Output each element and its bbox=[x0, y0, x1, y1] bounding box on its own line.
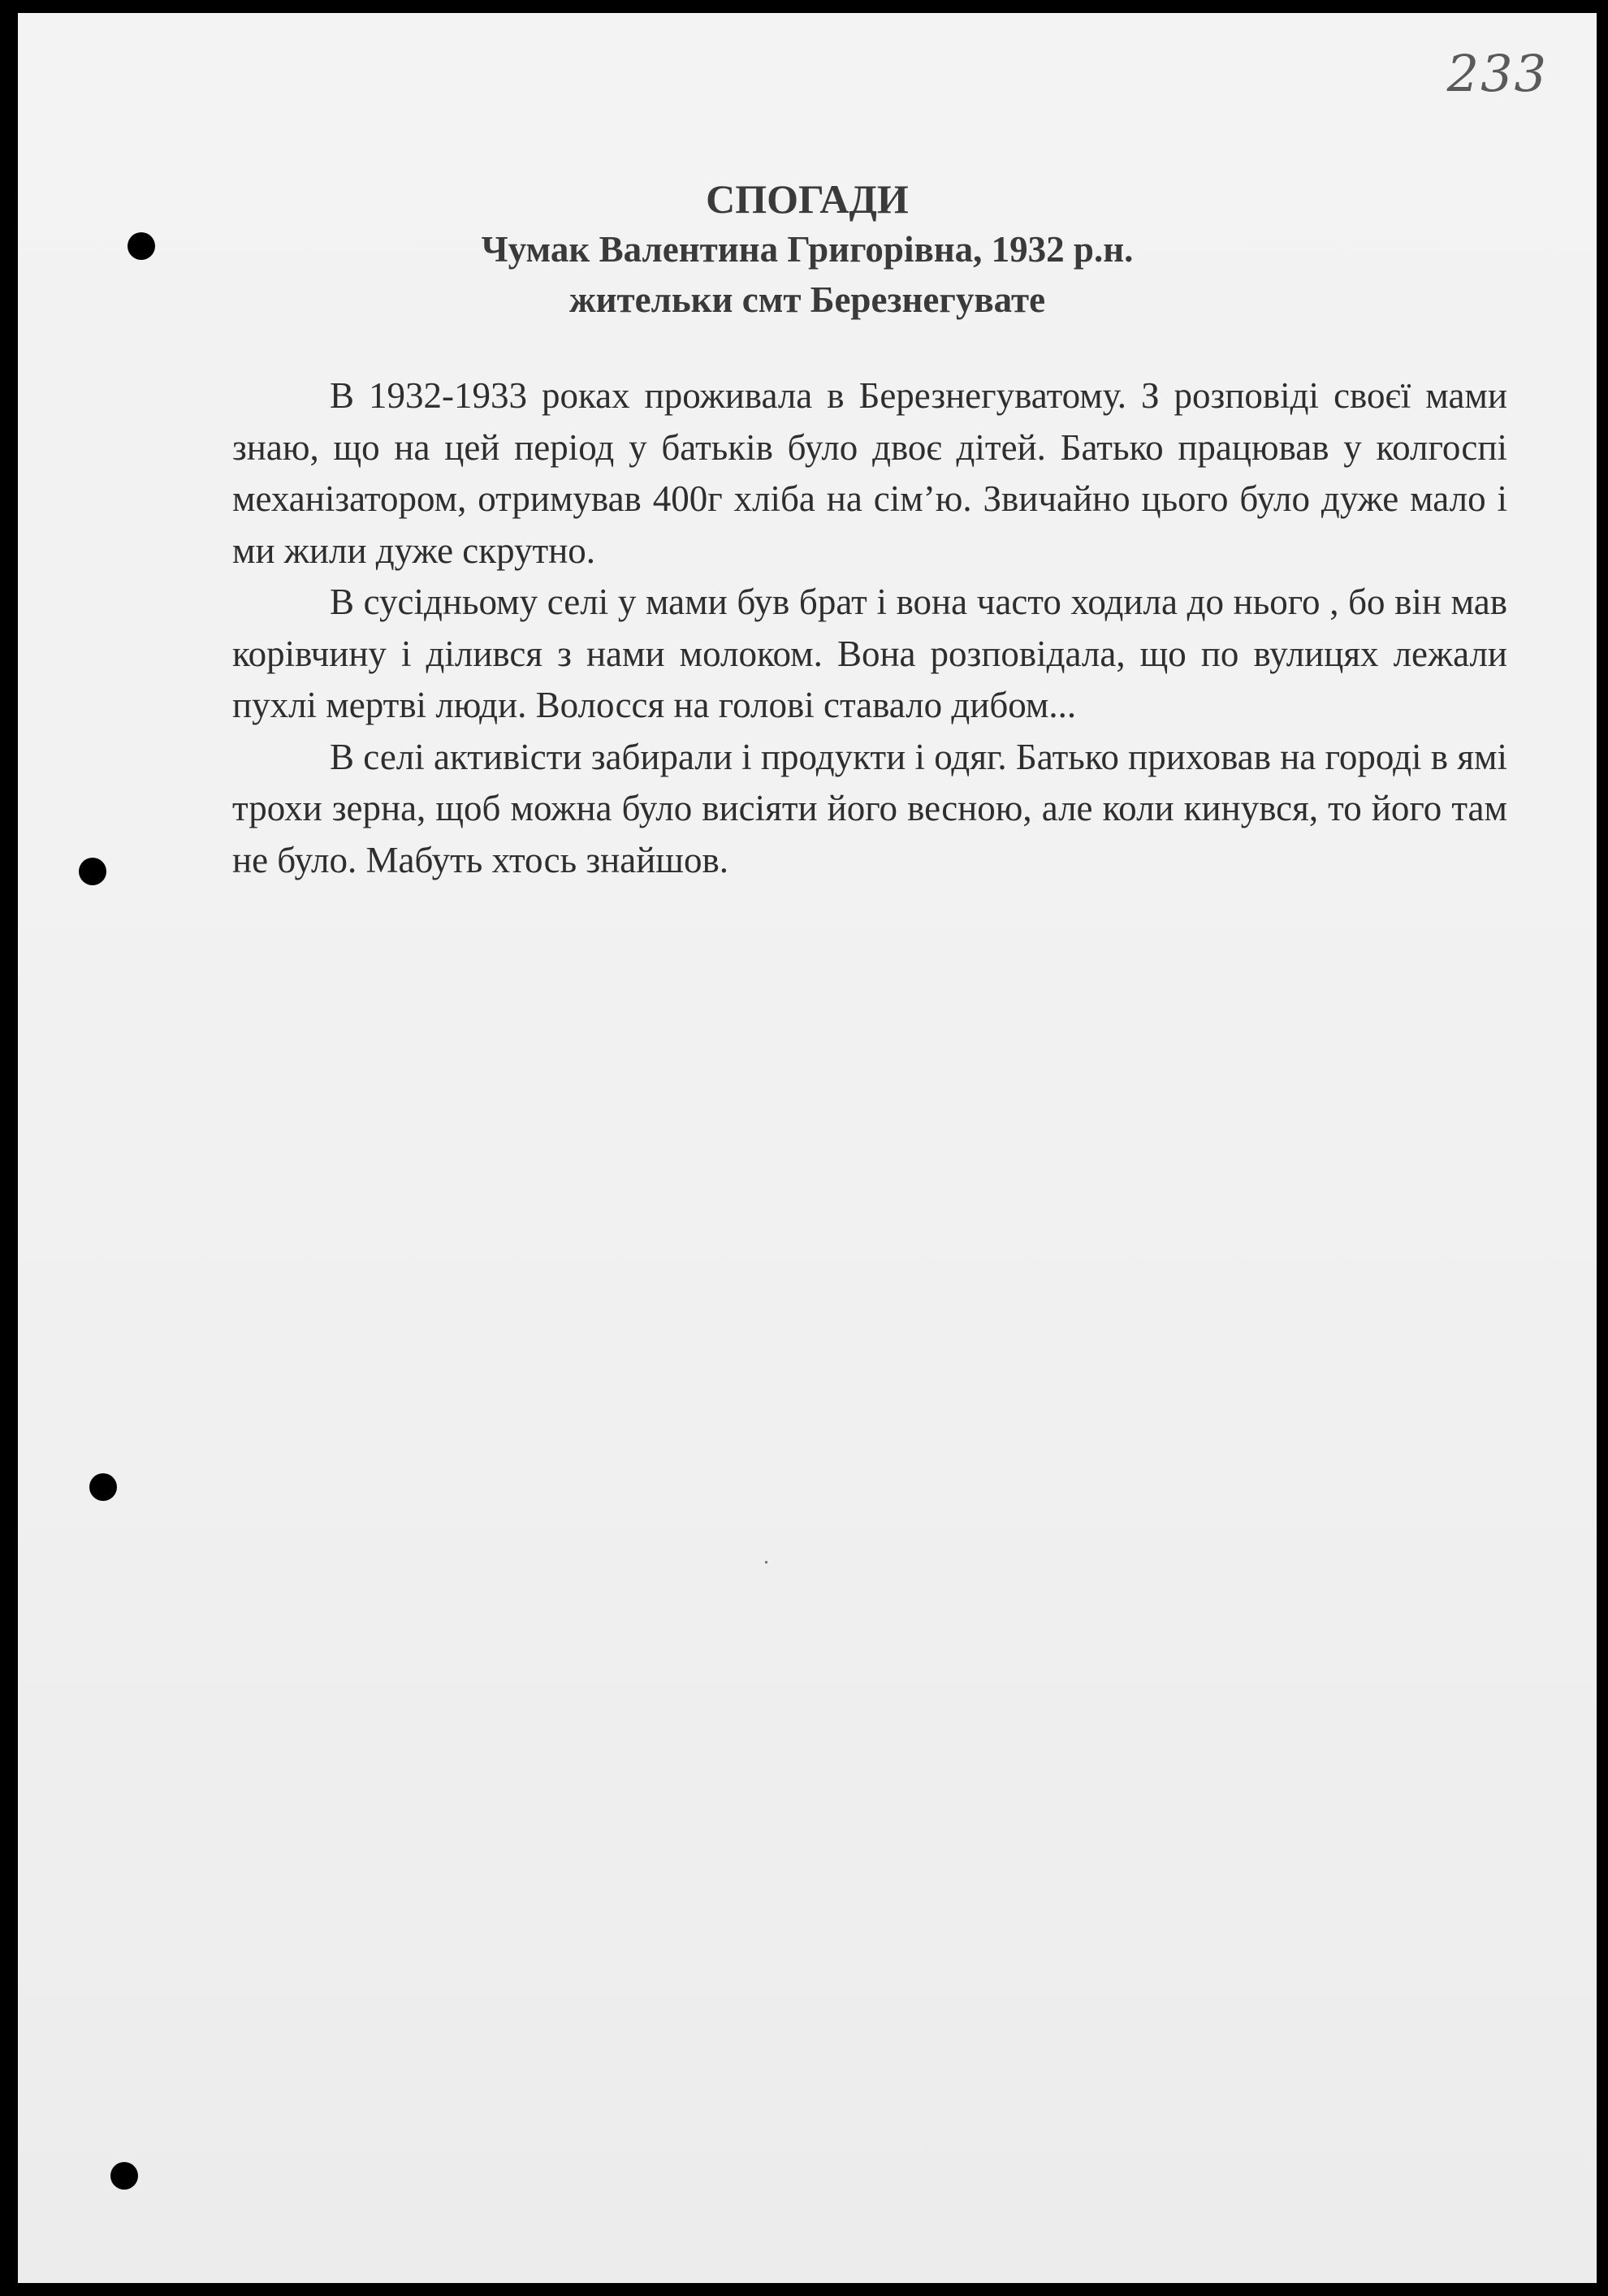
punch-hole-3 bbox=[89, 1473, 117, 1501]
paragraph-2: В сусідньому селі у мами був брат і вона часто ходила до нього , бо він мав корівчину і ділився з нами молоком. Вона розповідала, що по вулицях лежали пухлі мертві люди. Волосся на голові ставало дибом... bbox=[232, 582, 1507, 725]
document-title: СПОГАДИ bbox=[706, 176, 909, 222]
paragraph-3: В селі активісти забирали і продукти і одяг. Батько приховав на городі в ямі трохи зерна, щоб можна було висіяти його весною, але коли кинувся, то його там не було. Мабуть хтось знайшов. bbox=[232, 736, 1507, 880]
handwritten-page-number: 233 bbox=[1446, 44, 1548, 103]
punch-hole-4 bbox=[110, 2162, 138, 2190]
residence-line: жительки смт Березнегувате bbox=[568, 279, 1046, 320]
paper-speck bbox=[765, 1561, 767, 1563]
punch-hole-2 bbox=[79, 858, 106, 885]
memoir-text bbox=[232, 370, 1507, 886]
author-line: Чумак Валентина Григорівна, 1932 р.н. bbox=[481, 229, 1134, 270]
document-header bbox=[18, 174, 1597, 325]
paragraph-1: В 1932-1933 роках проживала в Березнегуватому. З розповіді своєї мами знаю, що на цей період у батьків було двоє дітей. Батько працював у колгоспі механізатором, отримував 400г хліба на сім’ю. Звичайно цього було дуже мало і ми жили дуже скрутно. bbox=[232, 375, 1507, 571]
document-page bbox=[18, 13, 1597, 2283]
